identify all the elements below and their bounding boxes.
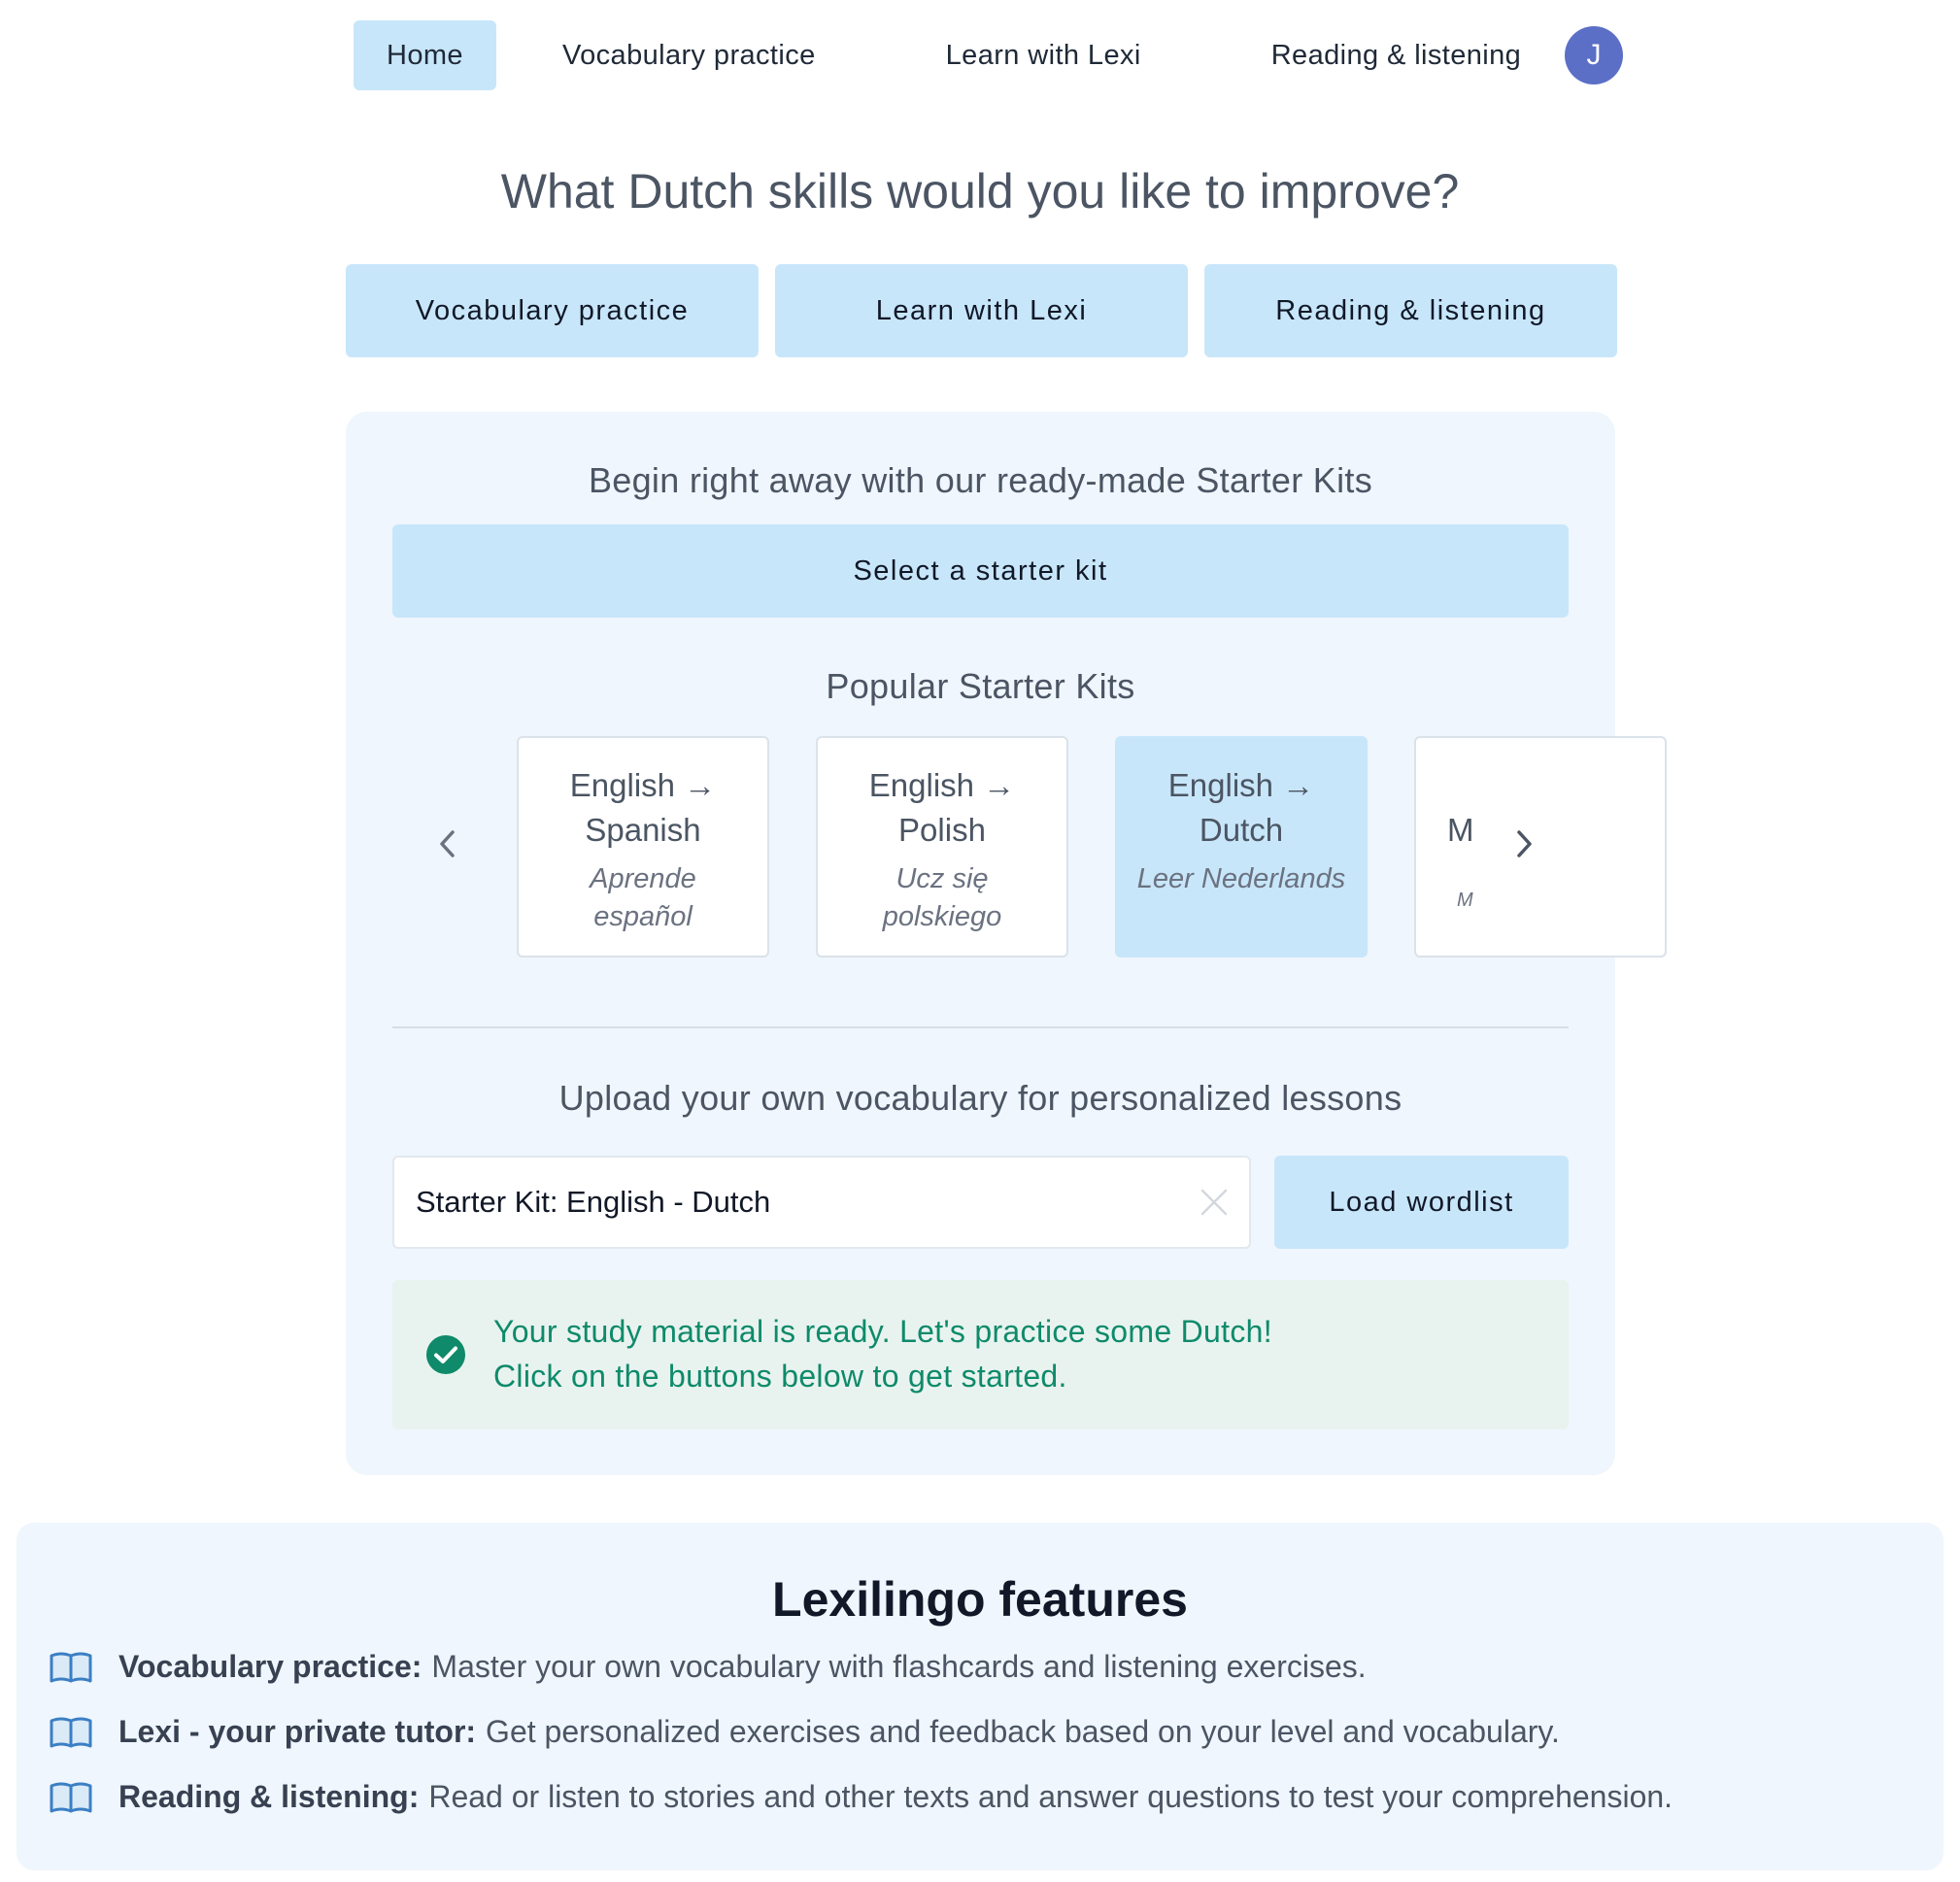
divider (392, 1026, 1569, 1028)
feature-item (49, 1779, 1673, 1815)
nav-reading-listening[interactable]: Reading & listening (1270, 39, 1522, 71)
kit-title: English → Spanish (569, 767, 717, 848)
kit-subtitle: Ucz się polskiego (882, 863, 1002, 932)
reading-listening-button[interactable]: Reading & listening (1204, 264, 1617, 357)
features-title: Lexilingo features (772, 1572, 1188, 1627)
book-icon (49, 1716, 93, 1749)
load-wordlist-button[interactable]: Load wordlist (1274, 1156, 1569, 1249)
close-icon (1195, 1183, 1233, 1222)
kit-card-spanish[interactable] (517, 736, 769, 958)
upload-title: Upload your own vocabulary for personalized lessons (558, 1078, 1402, 1118)
kit-title: English → Dutch (1167, 767, 1315, 848)
kit-card-dutch[interactable] (1115, 736, 1368, 958)
features-section (17, 1523, 1943, 1870)
kit-subtitle: Leer Nederlands (1136, 863, 1346, 894)
kit-subtitle: M (1457, 890, 1473, 911)
kit-subtitle: Aprende español (590, 863, 696, 932)
top-nav (354, 20, 1554, 90)
learn-with-lexi-button[interactable]: Learn with Lexi (775, 264, 1188, 357)
feature-text: Get personalized exercises and feedback based on your level and vocabulary. (486, 1714, 1560, 1749)
feature-item (49, 1714, 1560, 1750)
carousel-prev-button[interactable] (428, 824, 467, 863)
kit-card-polish[interactable] (816, 736, 1068, 958)
nav-home[interactable]: Home (354, 20, 496, 90)
feature-name: Lexi - your private tutor: (118, 1714, 477, 1749)
feature-name: Reading & listening: (118, 1779, 420, 1814)
popular-kits-title: Popular Starter Kits (826, 666, 1135, 706)
nav-learn-with-lexi[interactable]: Learn with Lexi (945, 39, 1141, 71)
starter-kit-carousel (517, 736, 1474, 961)
feature-name: Vocabulary practice: (118, 1649, 422, 1684)
starter-panel (346, 412, 1615, 1475)
success-message (493, 1309, 1272, 1398)
chevron-right-icon (1513, 829, 1535, 858)
kit-title: English → Polish (868, 767, 1016, 848)
skill-buttons (346, 264, 1617, 357)
kit-title: M (1447, 812, 1474, 848)
book-icon (49, 1781, 93, 1814)
success-line-2: Click on the buttons below to get started. (493, 1359, 1067, 1394)
nav-vocabulary-practice[interactable]: Vocabulary practice (561, 39, 816, 71)
page-title: What Dutch skills would you like to improve? (500, 164, 1460, 218)
select-starter-kit-button[interactable]: Select a starter kit (392, 524, 1569, 618)
clear-input-button[interactable] (1195, 1183, 1233, 1222)
book-icon (49, 1651, 93, 1684)
wordlist-input[interactable] (392, 1156, 1251, 1249)
feature-text: Master your own vocabulary with flashcards and listening exercises. (431, 1649, 1367, 1684)
vocabulary-practice-button[interactable]: Vocabulary practice (346, 264, 759, 357)
carousel-next-button[interactable] (1504, 824, 1543, 863)
feature-text: Read or listen to stories and other texts and answer questions to test your comprehension. (428, 1779, 1673, 1814)
success-line-1: Your study material is ready. Let's practice some Dutch! (493, 1314, 1272, 1349)
chevron-left-icon (437, 829, 458, 858)
avatar[interactable]: J (1565, 26, 1623, 84)
feature-item (49, 1649, 1367, 1685)
success-alert (392, 1280, 1569, 1429)
starter-intro: Begin right away with our ready-made Starter Kits (588, 460, 1373, 500)
check-circle-icon (425, 1334, 466, 1375)
